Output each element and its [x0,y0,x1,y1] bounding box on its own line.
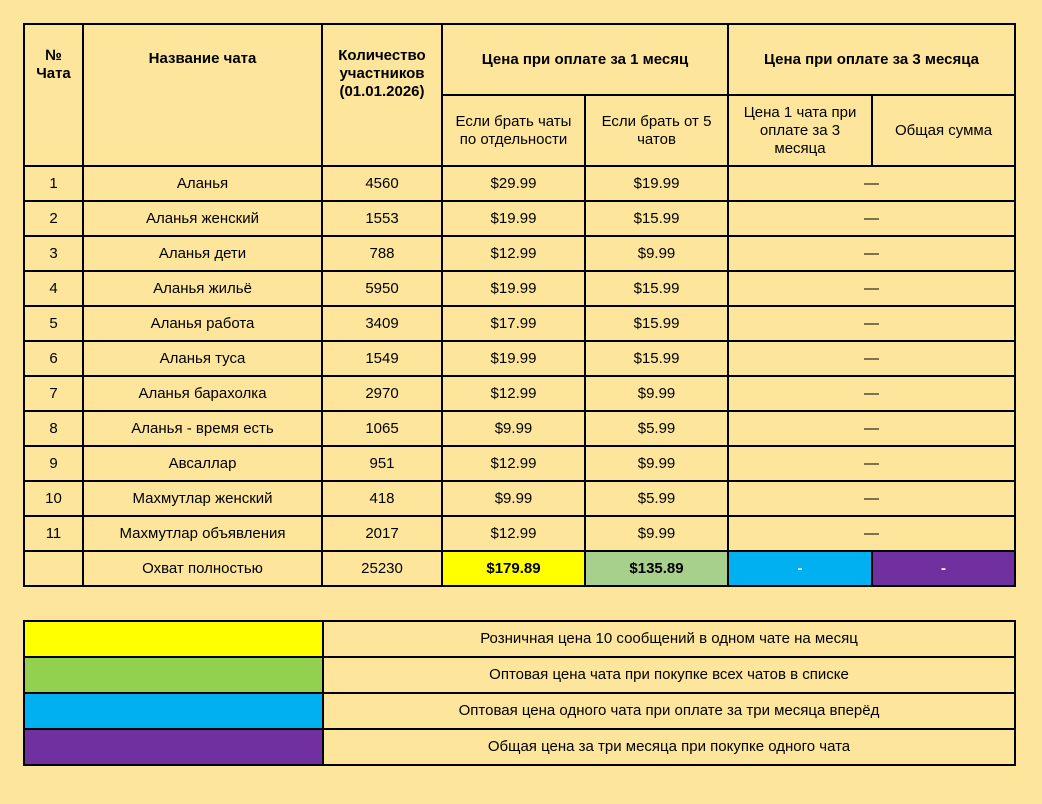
table-row [24,446,1015,481]
cell-name: Аланья туса [83,341,322,376]
header-chat-number: № Чата [24,24,83,166]
cell-count: 2970 [322,376,442,411]
total-name: Охват полностью [83,551,322,586]
total-count: 25230 [322,551,442,586]
cell-num: 11 [24,516,83,551]
header-total-3m: Общая сумма [872,95,1015,166]
cell-from5: $9.99 [585,516,728,551]
cell-count: 4560 [322,166,442,201]
cell-count: 788 [322,236,442,271]
header-one-chat-3m: Цена 1 чата при оплате за 3 месяца [728,95,872,166]
cell-separate: $29.99 [442,166,585,201]
cell-num: 6 [24,341,83,376]
legend-text: Общая цена за три месяца при покупке одного чата [323,729,1015,765]
legend-swatch-purple [24,729,323,765]
legend-swatch-yellow [24,621,323,657]
cell-separate: $9.99 [442,481,585,516]
cell-num: 10 [24,481,83,516]
cell-from5: $9.99 [585,446,728,481]
cell-three-months: — [728,341,1015,376]
table-row [24,236,1015,271]
legend-text: Оптовая цена чата при покупке всех чатов в списке [323,657,1015,693]
total-num [24,551,83,586]
header-chat-name: Название чата [83,24,322,166]
cell-three-months: — [728,166,1015,201]
cell-num: 9 [24,446,83,481]
cell-count: 418 [322,481,442,516]
cell-separate: $17.99 [442,306,585,341]
color-legend [23,620,1016,766]
cell-from5: $15.99 [585,201,728,236]
cell-count: 1553 [322,201,442,236]
cell-three-months: — [728,271,1015,306]
cell-separate: $12.99 [442,236,585,271]
cell-three-months: — [728,201,1015,236]
header-from-5: Если брать от 5 чатов [585,95,728,166]
cell-name: Аланья барахолка [83,376,322,411]
cell-name: Аланья [83,166,322,201]
legend-row [24,693,1015,729]
cell-num: 2 [24,201,83,236]
cell-from5: $9.99 [585,376,728,411]
cell-name: Махмутлар объявления [83,516,322,551]
cell-count: 2017 [322,516,442,551]
legend-text: Оптовая цена одного чата при оплате за три месяца вперёд [323,693,1015,729]
cell-separate: $19.99 [442,201,585,236]
total-from5: $135.89 [585,551,728,586]
cell-three-months: — [728,481,1015,516]
cell-separate: $12.99 [442,516,585,551]
cell-separate: $12.99 [442,446,585,481]
legend-swatch-blue [24,693,323,729]
table-row [24,271,1015,306]
cell-num: 1 [24,166,83,201]
cell-three-months: — [728,236,1015,271]
cell-num: 3 [24,236,83,271]
cell-from5: $15.99 [585,341,728,376]
price-table [23,23,1016,587]
cell-count: 3409 [322,306,442,341]
cell-three-months: — [728,376,1015,411]
cell-separate: $9.99 [442,411,585,446]
legend-row [24,621,1015,657]
cell-count: 1549 [322,341,442,376]
cell-count: 5950 [322,271,442,306]
total-sum-3m: - [872,551,1015,586]
table-row [24,516,1015,551]
cell-num: 8 [24,411,83,446]
cell-name: Махмутлар женский [83,481,322,516]
cell-name: Аланья женский [83,201,322,236]
cell-three-months: — [728,516,1015,551]
cell-separate: $12.99 [442,376,585,411]
cell-from5: $15.99 [585,306,728,341]
cell-from5: $5.99 [585,481,728,516]
legend-row [24,657,1015,693]
cell-count: 951 [322,446,442,481]
cell-from5: $15.99 [585,271,728,306]
table-row [24,376,1015,411]
header-separate: Если брать чаты по отдельности [442,95,585,166]
cell-count: 1065 [322,411,442,446]
cell-separate: $19.99 [442,271,585,306]
cell-separate: $19.99 [442,341,585,376]
cell-name: Аланья жильё [83,271,322,306]
cell-three-months: — [728,411,1015,446]
total-separate: $179.89 [442,551,585,586]
cell-num: 7 [24,376,83,411]
table-row [24,201,1015,236]
cell-three-months: — [728,446,1015,481]
table-row [24,166,1015,201]
table-row [24,481,1015,516]
cell-name: Аланья - время есть [83,411,322,446]
cell-from5: $5.99 [585,411,728,446]
header-price-3-months: Цена при оплате за 3 месяца [728,24,1015,95]
table-row [24,341,1015,376]
total-one-chat-3m: - [728,551,872,586]
legend-swatch-green [24,657,323,693]
legend-row [24,729,1015,765]
header-member-count: Количество участников (01.01.2026) [322,24,442,166]
table-row [24,411,1015,446]
cell-from5: $9.99 [585,236,728,271]
cell-num: 4 [24,271,83,306]
legend-text: Розничная цена 10 сообщений в одном чате на месяц [323,621,1015,657]
table-row [24,306,1015,341]
cell-name: Аланья работа [83,306,322,341]
cell-three-months: — [728,306,1015,341]
cell-num: 5 [24,306,83,341]
cell-from5: $19.99 [585,166,728,201]
cell-name: Авсаллар [83,446,322,481]
cell-name: Аланья дети [83,236,322,271]
total-row [24,551,1015,586]
header-price-1-month: Цена при оплате за 1 месяц [442,24,728,95]
